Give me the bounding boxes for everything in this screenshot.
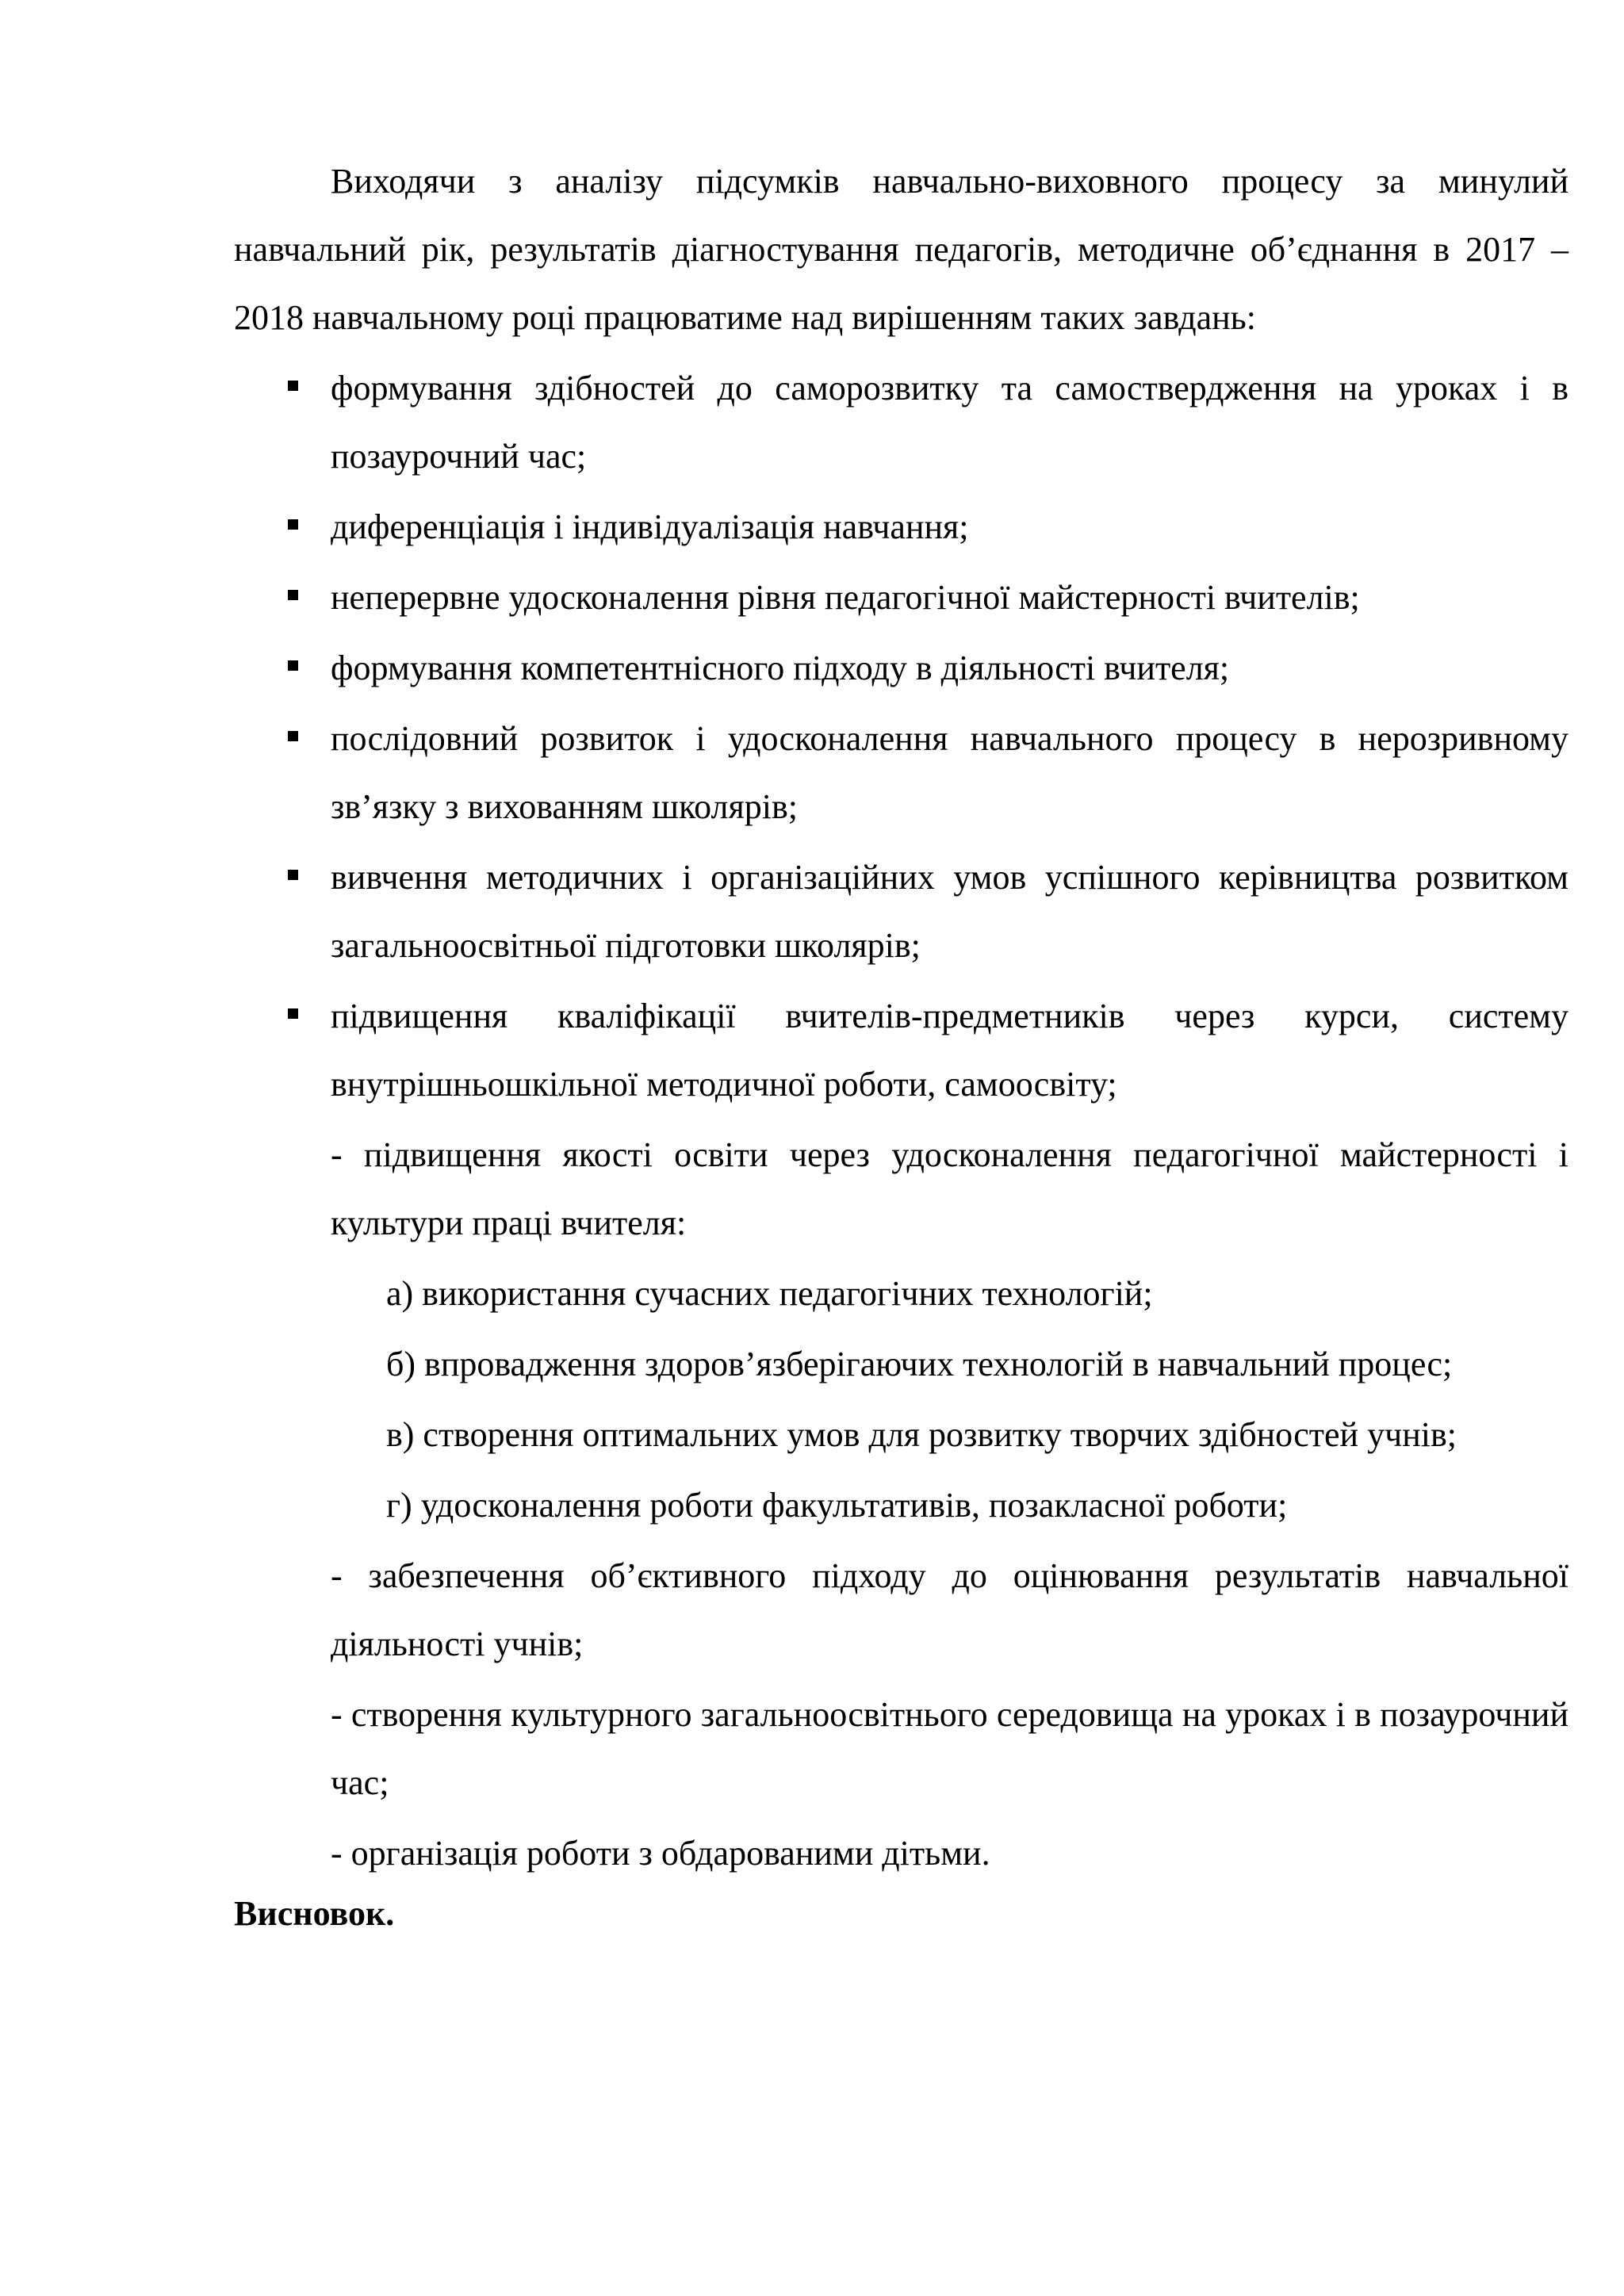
list-item [234, 493, 1568, 561]
square-bullet-icon [288, 590, 298, 600]
square-bullet-icon [288, 381, 298, 391]
sub-item: а) використання сучасних педагогічних технологій; [386, 1274, 1153, 1313]
list-item-text: диференціація і індивідуалізація навчання; [331, 507, 969, 546]
list-item-text: формування компетентнісного підходу в діяльності вчителя; [331, 649, 1230, 687]
square-bullet-icon [288, 660, 298, 671]
document-body [234, 147, 1568, 1948]
conclusion-heading: Висновок. [234, 1894, 395, 1933]
dash-item: - забезпечення об’єктивного підходу до оцінювання результатів навчальної діяльності учнів; [331, 1556, 1568, 1663]
list-item-text: неперервне удосконалення рівня педагогічної майстерності вчителів; [331, 578, 1360, 617]
task-list [234, 354, 1568, 1119]
dash-item: - організація роботи з обдарованими дітьми. [331, 1834, 990, 1873]
square-bullet-icon [288, 731, 298, 741]
sub-item: г) удосконалення роботи факультативів, позакласної роботи; [386, 1486, 1288, 1525]
list-item [234, 354, 1568, 491]
intro-paragraph: Виходячи з аналізу підсумків навчально-виховного процесу за минулий навчальний рік, результатів діагностування педагогів, методичне об’єднання в 2017 – 2018 навчальному році працюватиме над вирішенням таких завдань: [234, 162, 1568, 337]
list-item [234, 982, 1568, 1119]
list-item-text: послідовний розвиток і удосконалення навчального процесу в нерозривному зв’язку з вихованням школярів; [331, 719, 1568, 826]
list-item [234, 564, 1568, 632]
list-item-text: формування здібностей до саморозвитку та самоствердження на уроках і в позаурочний час; [331, 369, 1568, 476]
list-item-text: підвищення кваліфікації вчителів-предметників через курси, систему внутрішньошкільної методичної роботи, самоосвіту; [331, 997, 1568, 1104]
list-item [234, 634, 1568, 702]
square-bullet-icon [288, 1008, 298, 1019]
list-item-text: вивчення методичних і організаційних умов успішного керівництва розвитком загальноосвітньої підготовки школярів; [331, 858, 1568, 965]
dash-item: - створення культурного загальноосвітнього середовища на уроках і в позаурочний час; [331, 1695, 1568, 1802]
square-bullet-icon [288, 519, 298, 530]
list-item [234, 844, 1568, 980]
list-item [234, 705, 1568, 841]
quality-item: - підвищення якості освіти через удосконалення педагогічної майстерності і культури праці вчителя: [331, 1135, 1568, 1242]
sub-item: б) впровадження здоров’язберігаючих технологій в навчальний процес; [386, 1345, 1453, 1383]
sub-item: в) створення оптимальних умов для розвитку творчих здібностей учнів; [386, 1415, 1457, 1454]
square-bullet-icon [288, 870, 298, 880]
